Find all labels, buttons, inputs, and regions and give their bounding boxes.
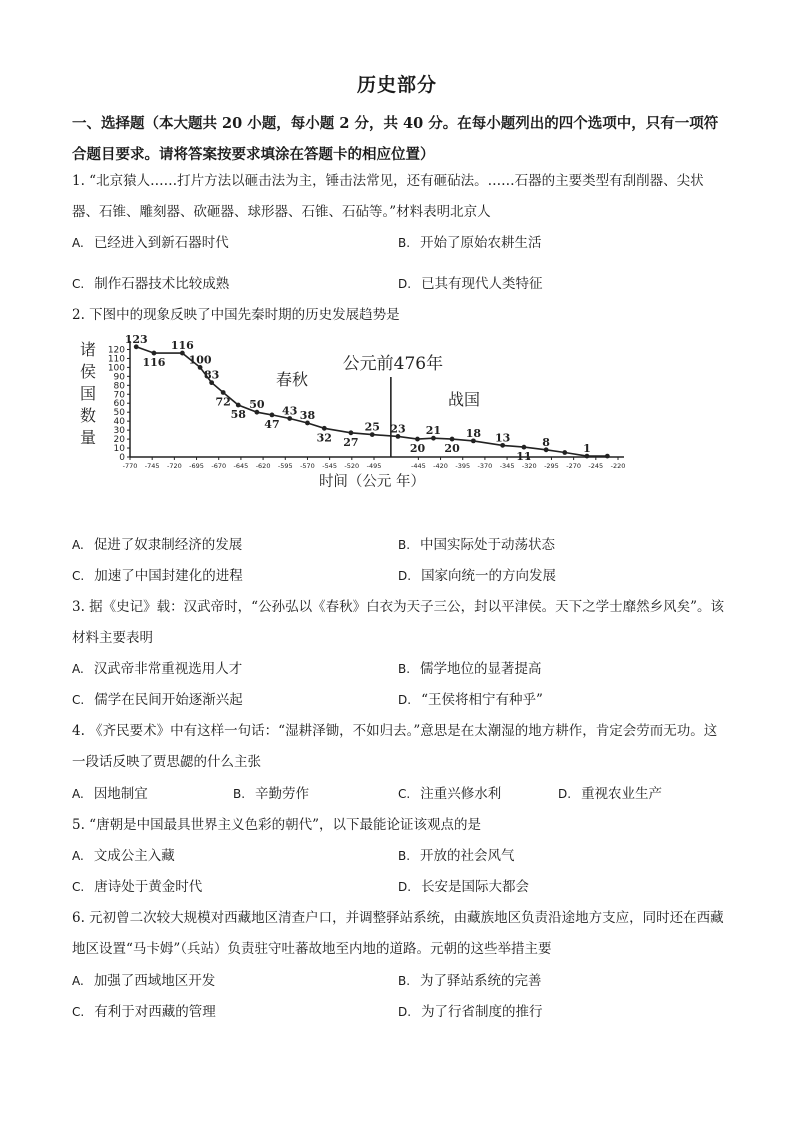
y-axis-label-char: 侯 bbox=[79, 362, 97, 381]
y-axis-label-char: 诸 bbox=[79, 340, 97, 359]
x-tick-label: -570 bbox=[300, 462, 315, 470]
y-tick-label: 70 bbox=[113, 390, 125, 401]
data-label: 83 bbox=[203, 368, 220, 382]
q3-option-a[interactable]: A. 汉武帝非常重视选用人才 bbox=[72, 661, 243, 677]
data-point bbox=[270, 412, 275, 417]
x-tick-label: -645 bbox=[233, 462, 249, 470]
q3-option-d[interactable]: D. “王侯将相宁有种乎” bbox=[398, 692, 543, 708]
q5-option-b[interactable]: B. 开放的社会风气 bbox=[398, 848, 515, 864]
x-tick-label: -670 bbox=[211, 462, 227, 470]
data-label: 13 bbox=[494, 431, 511, 445]
y-tick-label: 50 bbox=[113, 408, 125, 419]
y-tick-label: 30 bbox=[113, 426, 125, 437]
y-axis-label-char: 国 bbox=[79, 384, 97, 403]
q1-option-b[interactable]: B. 开始了原始农耕生活 bbox=[398, 235, 542, 251]
vassal-states-chart bbox=[72, 333, 632, 498]
data-label: 11 bbox=[516, 450, 532, 464]
q4-option-c[interactable]: C. 注重兴修水利 bbox=[398, 786, 502, 802]
y-tick-label: 10 bbox=[113, 444, 125, 455]
period-label-chunqiu: 春秋 bbox=[275, 370, 309, 389]
q4-option-b[interactable]: B. 辛勤劳作 bbox=[233, 786, 310, 802]
q6-option-c[interactable]: C. 有利于对西藏的管理 bbox=[72, 1004, 216, 1020]
data-point bbox=[450, 437, 455, 442]
x-tick-label: -220 bbox=[610, 462, 626, 470]
x-tick-label: -370 bbox=[477, 462, 493, 470]
q3-option-b[interactable]: B. 儒学地位的显著提高 bbox=[398, 661, 542, 677]
question-4-stem: 4. 《齐民要术》中有这样一句话：“湿耕泽锄，不如归去。”意思是在太潮湿的地方耕作，肯定会劳而无功。这一段话反映了贾思勰的什么主张 bbox=[72, 723, 718, 770]
x-tick-label: -345 bbox=[499, 462, 515, 470]
q5-option-d[interactable]: D. 长安是国际大都会 bbox=[398, 879, 530, 895]
q1-option-d[interactable]: D. 已其有现代人类特征 bbox=[398, 276, 543, 292]
period-label-zhanguo: 战国 bbox=[447, 390, 481, 409]
q2-option-c[interactable]: C. 加速了中国封建化的进程 bbox=[72, 568, 243, 584]
q1-option-c[interactable]: C. 制作石器技术比较成熟 bbox=[72, 276, 230, 292]
q6-option-d[interactable]: D. 为了行省制度的推行 bbox=[398, 1004, 543, 1020]
y-tick-label: 40 bbox=[113, 417, 125, 428]
data-point bbox=[605, 454, 610, 459]
data-label: 116 bbox=[170, 339, 194, 353]
q4-option-a[interactable]: A. 因地制宜 bbox=[72, 786, 148, 802]
data-label: 38 bbox=[299, 408, 316, 422]
question-6-stem: 6. 元初曾二次较大规模对西藏地区清查户口，并调整驿站系统，由藏族地区负责沿途地方支应，同时还在西藏地区设置“马卡姆”（兵站）负责驻守吐蕃故地至内地的道路。元朝的这些举措主要 bbox=[72, 910, 724, 957]
x-tick-label: -420 bbox=[433, 462, 448, 470]
data-point bbox=[236, 403, 241, 408]
y-tick-label: 90 bbox=[113, 372, 125, 383]
question-1-stem: 1. “北京猿人……打片方法以砸击法为主，锤击法常见，还有砸砧法。……石器的主要类型有刮削器、尖状器、石锥、雕刻器、砍砸器、球形器、石锥、石砧等。”材料表明北京人 bbox=[72, 173, 704, 220]
question-2-stem: 2. 下图中的现象反映了中国先秦时期的历史发展趋势是 bbox=[72, 307, 400, 323]
y-tick-label: 110 bbox=[107, 354, 125, 365]
data-label: 116 bbox=[142, 356, 166, 370]
x-tick-label: -320 bbox=[521, 462, 537, 470]
section-heading: 一、选择题（本大题共 20 小题，每小题 2 分，共 40 分。在每小题列出的四个选项中，只有一项符合题目要求。请将答案按要求填涂在答题卡的相应位置） bbox=[72, 115, 719, 163]
q5-option-c[interactable]: C. 唐诗处于黄金时代 bbox=[72, 879, 203, 895]
page-title: 历史部分 bbox=[356, 74, 437, 96]
data-point bbox=[522, 445, 527, 450]
x-tick-label: -620 bbox=[255, 462, 271, 470]
q2-option-a[interactable]: A. 促进了奴隶制经济的发展 bbox=[72, 537, 243, 553]
x-tick-label: -395 bbox=[455, 462, 471, 470]
data-label: 20 bbox=[444, 442, 460, 456]
data-label: 58 bbox=[230, 408, 246, 422]
data-point bbox=[221, 390, 226, 395]
x-tick-label: -595 bbox=[277, 462, 293, 470]
data-label: 18 bbox=[465, 426, 482, 440]
data-label: 25 bbox=[364, 420, 380, 434]
y-tick-label: 20 bbox=[113, 435, 125, 446]
y-tick-label: 100 bbox=[107, 363, 125, 374]
q1-option-a[interactable]: A. 已经进入到新石器时代 bbox=[72, 235, 229, 251]
q4-option-d[interactable]: D. 重视农业生产 bbox=[558, 786, 663, 802]
x-tick-label: -270 bbox=[566, 462, 582, 470]
chart-svg bbox=[72, 333, 632, 498]
data-label: 8 bbox=[542, 435, 550, 449]
data-label: 21 bbox=[425, 424, 442, 438]
data-label: 32 bbox=[316, 431, 332, 445]
data-label: 27 bbox=[343, 435, 359, 449]
data-label: 123 bbox=[124, 333, 148, 346]
y-axis-label-char: 数 bbox=[79, 406, 97, 425]
q5-option-a[interactable]: A. 文成公主入藏 bbox=[72, 848, 175, 864]
y-tick-label: 80 bbox=[113, 381, 125, 392]
x-tick-label: -745 bbox=[144, 462, 160, 470]
data-label: 47 bbox=[264, 417, 280, 431]
q2-option-d[interactable]: D. 国家向统一的方向发展 bbox=[398, 568, 557, 584]
x-tick-label: -695 bbox=[189, 462, 204, 470]
y-tick-label: 60 bbox=[113, 399, 125, 410]
data-label: 1 bbox=[583, 442, 591, 456]
data-point bbox=[152, 351, 157, 356]
question-5-stem: 5. “唐朝是中国最具世界主义色彩的朝代”，以下最能论证该观点的是 bbox=[72, 817, 481, 833]
q6-option-a[interactable]: A. 加强了西域地区开发 bbox=[72, 973, 216, 989]
x-tick-label: -495 bbox=[366, 462, 382, 470]
x-tick-label: -545 bbox=[322, 462, 338, 470]
y-tick-label: 0 bbox=[119, 453, 125, 463]
q2-option-b[interactable]: B. 中国实际处于动荡状态 bbox=[398, 537, 556, 553]
data-point bbox=[415, 437, 420, 442]
x-tick-label: -770 bbox=[122, 462, 138, 470]
data-label: 23 bbox=[390, 422, 406, 436]
q6-option-b[interactable]: B. 为了驿站系统的完善 bbox=[398, 973, 542, 989]
x-tick-label: -295 bbox=[544, 462, 559, 470]
data-label: 20 bbox=[409, 442, 426, 456]
data-label: 43 bbox=[282, 404, 298, 418]
y-axis-label-char: 量 bbox=[79, 428, 97, 447]
data-label: 72 bbox=[215, 395, 231, 409]
data-label: 50 bbox=[249, 398, 265, 412]
divider-label: 公元前476年 bbox=[342, 354, 444, 374]
y-tick-label: 120 bbox=[107, 345, 125, 356]
data-point bbox=[562, 450, 567, 455]
question-3-stem: 3. 据《史记》载：汉武帝时，“公孙弘以《春秋》白衣为天子三公，封以平津侯。天下之学士靡然乡风矣”。该材料主要表明 bbox=[72, 599, 724, 646]
q3-option-c[interactable]: C. 儒学在民间开始逐渐兴起 bbox=[72, 692, 243, 708]
x-tick-label: -520 bbox=[344, 462, 360, 470]
x-axis-label: 时间（公元 年） bbox=[318, 474, 426, 490]
x-tick-label: -445 bbox=[410, 462, 426, 470]
data-label: 100 bbox=[188, 353, 212, 367]
x-tick-label: -720 bbox=[166, 462, 182, 470]
data-point bbox=[322, 426, 327, 431]
x-tick-label: -245 bbox=[588, 462, 604, 470]
data-point bbox=[349, 430, 354, 435]
